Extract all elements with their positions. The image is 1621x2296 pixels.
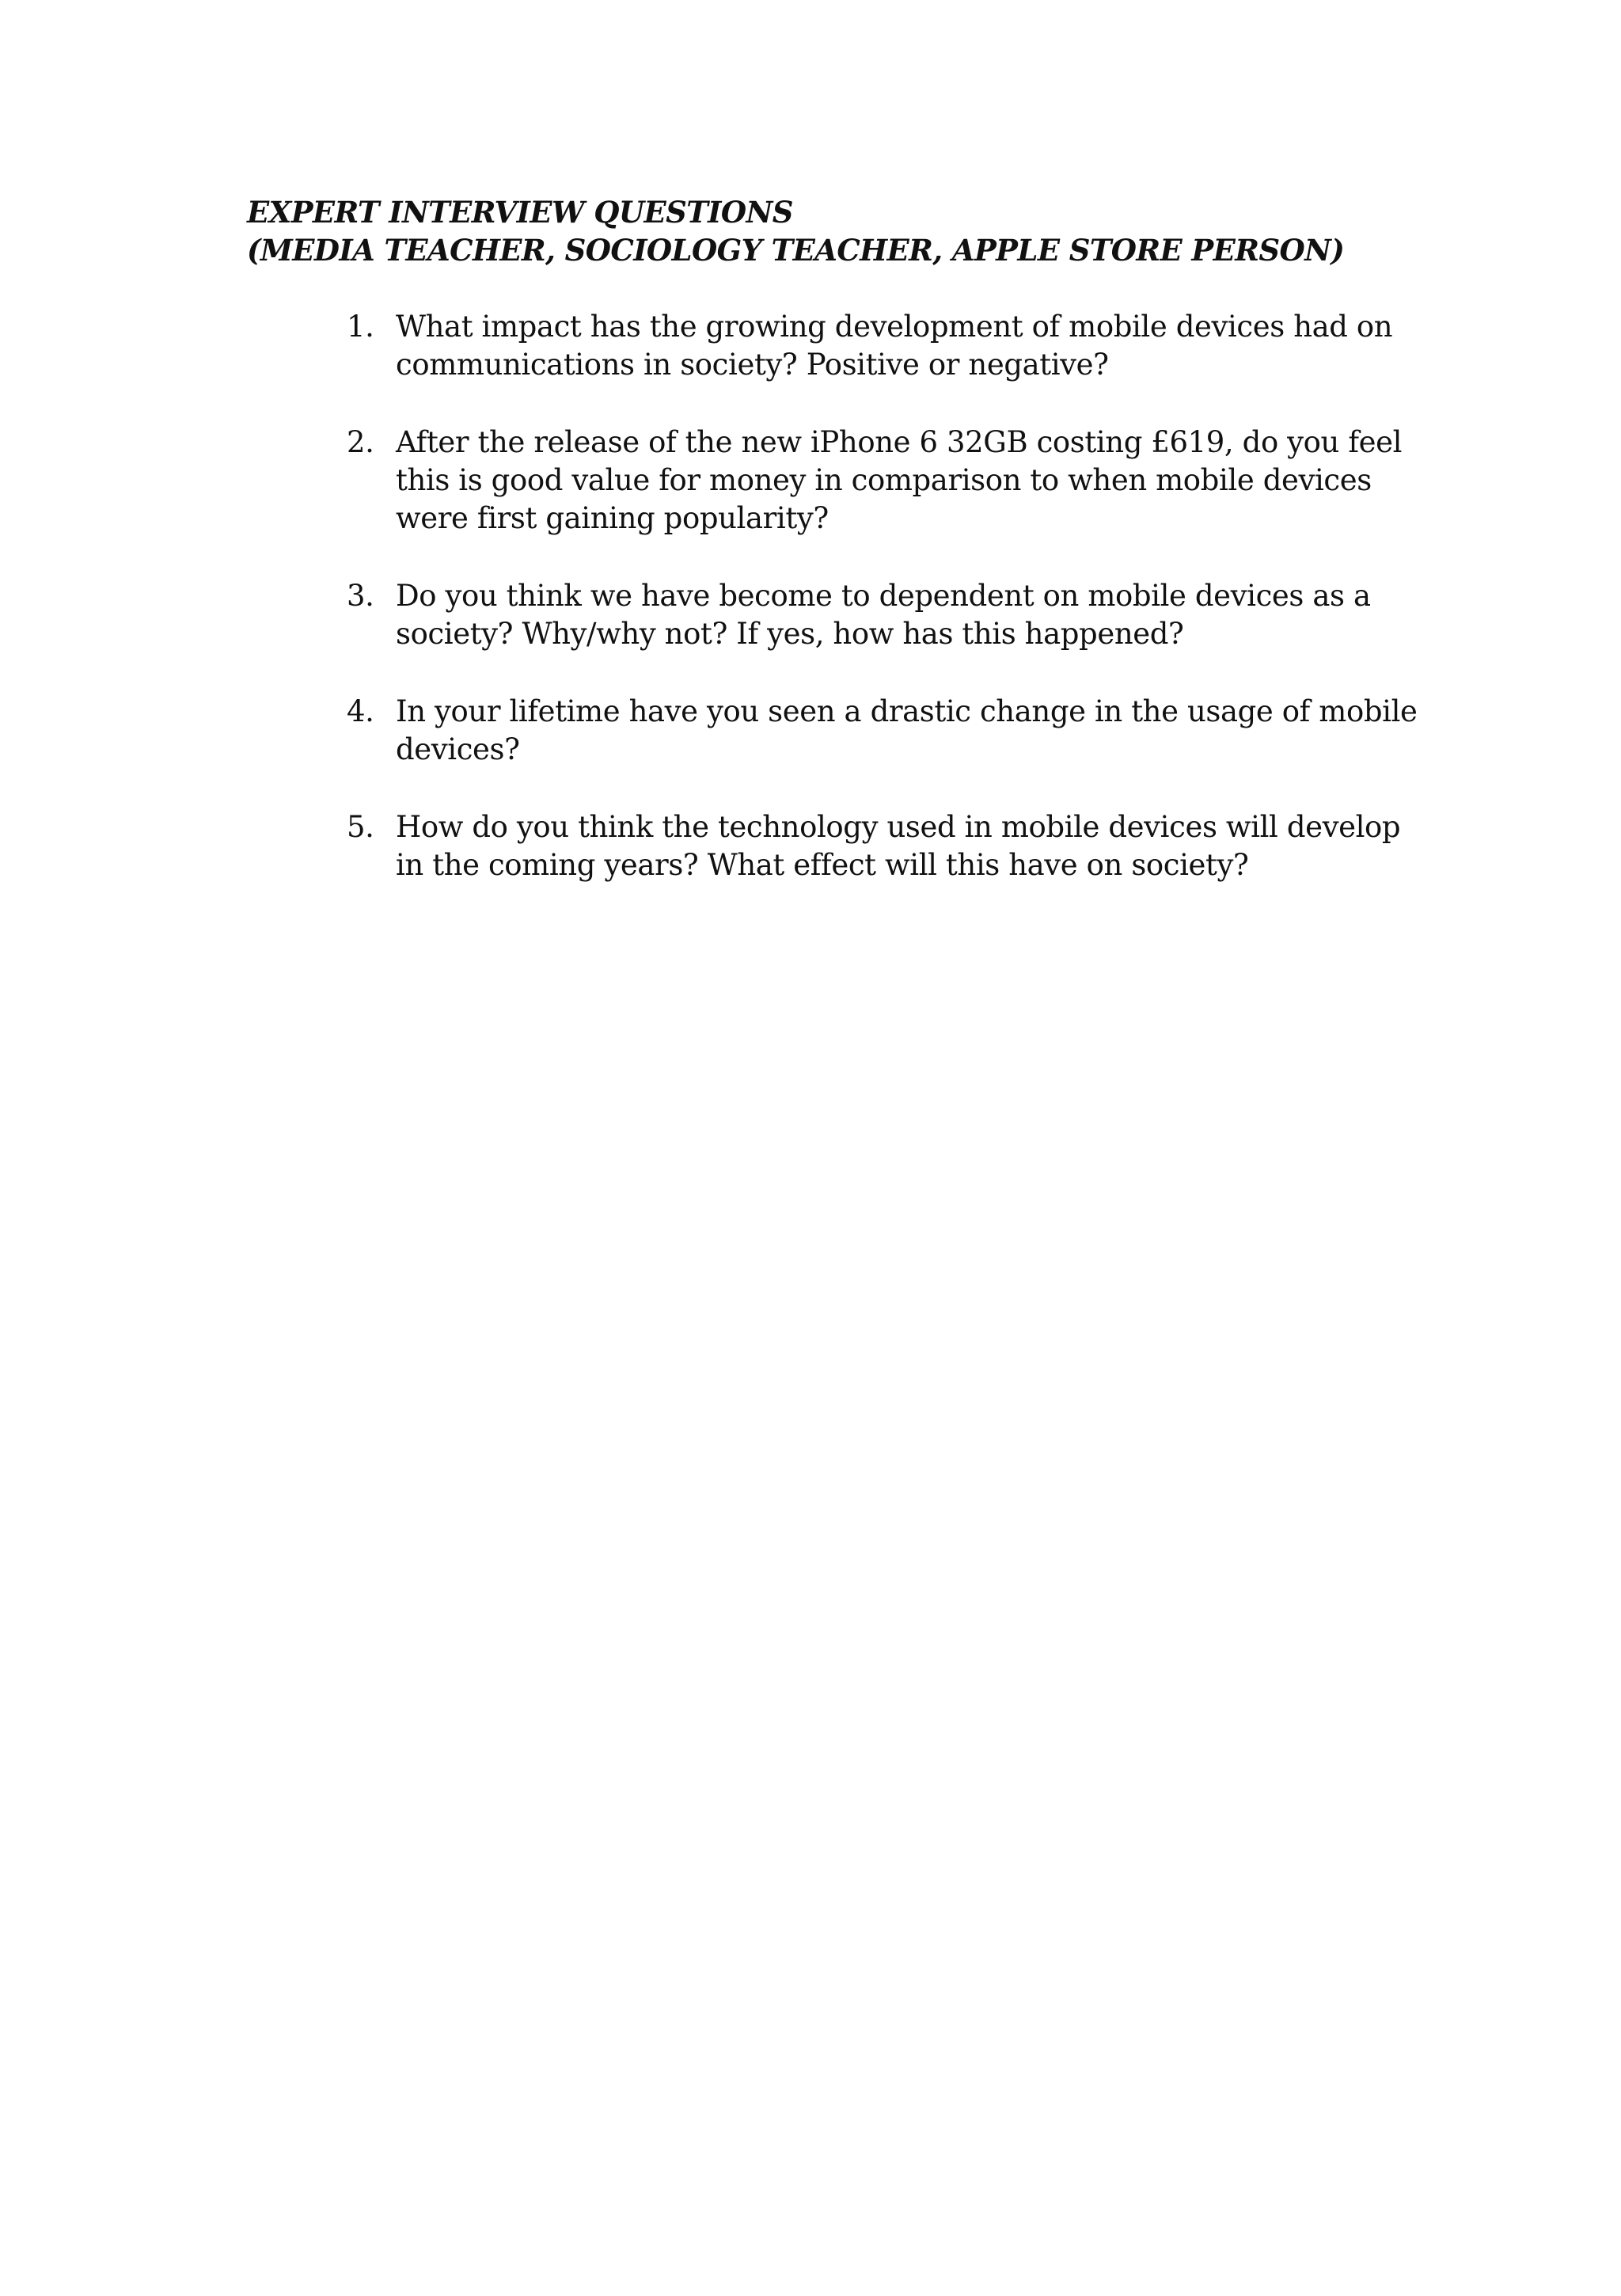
question-number: 2.	[347, 425, 374, 459]
question-text-line: After the release of the new iPhone 6 32GB costing £619, do you feel	[396, 425, 1403, 459]
question-item	[347, 424, 1403, 538]
question-text-line: Do you think we have become to dependent on mobile devices as a	[396, 579, 1371, 613]
question-text-line: What impact has the growing development of mobile devices had on	[396, 310, 1393, 344]
question-item	[347, 308, 1393, 384]
document-heading	[247, 193, 1513, 269]
question-text-line: society? Why/why not? If yes, how has this happened?	[396, 617, 1184, 651]
question-item	[347, 808, 1401, 884]
heading-title: EXPERT INTERVIEW QUESTIONS	[247, 195, 793, 230]
question-text-line: devices?	[396, 732, 520, 766]
question-text-line: In your lifetime have you seen a drastic change in the usage of mobile	[396, 694, 1418, 728]
question-list	[347, 308, 1418, 884]
question-text-line: in the coming years? What effect will this have on society?	[396, 848, 1249, 882]
question-item	[347, 577, 1376, 653]
question-text-line: this is good value for money in comparison to when mobile devices	[396, 463, 1372, 497]
question-text-line: How do you think the technology used in mobile devices will develop	[396, 810, 1401, 844]
question-number: 4.	[347, 694, 374, 728]
question-number: 1.	[347, 310, 374, 344]
question-item	[347, 693, 1418, 769]
heading-subtitle: (MEDIA TEACHER, SOCIOLOGY TEACHER, APPLE STORE PERSON)	[247, 233, 1345, 268]
question-number: 5.	[347, 810, 374, 844]
question-text-line: were first gaining popularity?	[396, 501, 829, 535]
question-text-line: communications in society? Positive or negative?	[396, 348, 1109, 382]
question-number: 3.	[347, 579, 374, 613]
